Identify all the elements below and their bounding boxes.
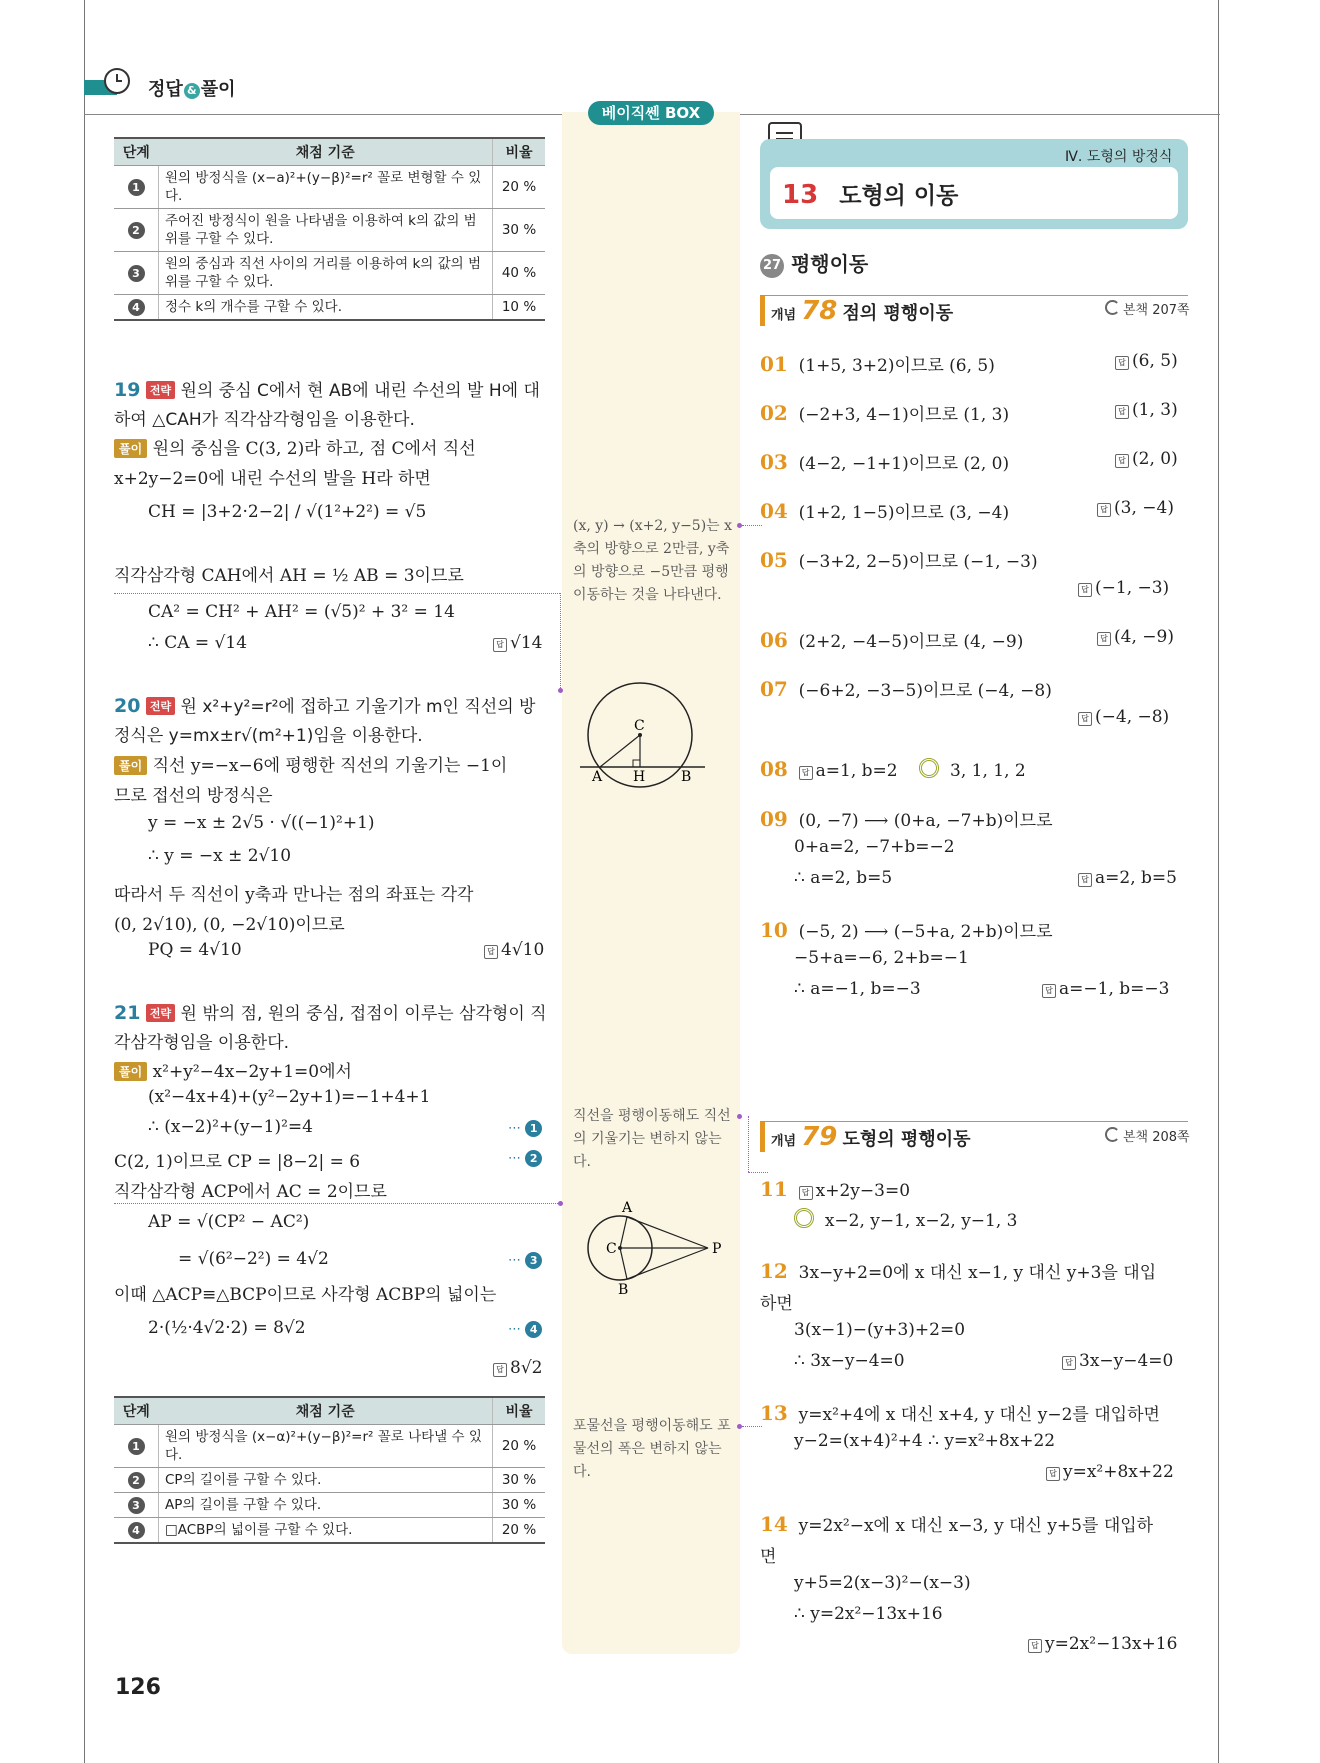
concept-78-heading	[760, 296, 953, 326]
table-row	[114, 166, 545, 209]
q21-line-1	[114, 1057, 352, 1082]
table-row	[114, 1468, 545, 1493]
q21-line-8: 이때 △ACP≡△BCP이므로 사각형 ACBP의 넓이는	[114, 1285, 497, 1305]
answer-icon: 답	[1097, 632, 1111, 646]
label-h: H	[633, 769, 646, 785]
q21-line-7: = √(6²−2²) = 4√2	[178, 1249, 329, 1269]
criterion-cell: □ACBP의 넓이를 구할 수 있다.	[159, 1518, 493, 1544]
criterion-cell: AP의 길이를 구할 수 있다.	[159, 1493, 493, 1518]
answer-10-l2: −5+a=−6, 2+b=−1	[794, 948, 969, 968]
label-p: P	[712, 1241, 722, 1257]
q19-answer	[493, 633, 542, 653]
q20-answer	[484, 940, 544, 960]
ratio-cell: 40 %	[493, 252, 546, 295]
answer-07-final: 답 (−4, −8)	[1078, 707, 1169, 727]
answer-14-l2: 면	[760, 1547, 777, 1567]
answer-icon: 답	[799, 766, 813, 780]
answer-14-l4: ∴ y=2x²−13x+16	[794, 1604, 943, 1624]
connector-line	[742, 525, 762, 526]
criterion-cell: 정수 k의 개수를 구할 수 있다.	[159, 295, 493, 321]
answer-12-l3: 3(x−1)−(y+3)+2=0	[794, 1320, 966, 1340]
connector-line	[560, 593, 561, 690]
step-mark-4: ⋯ 4	[508, 1321, 542, 1338]
col-ratio: 비율	[493, 138, 546, 166]
q21-line-2: (x²−4x+4)+(y²−2y+1)=−1+4+1	[148, 1087, 431, 1107]
col-criterion: 채점 기준	[159, 138, 493, 166]
ratio-cell: 30 %	[493, 1468, 546, 1493]
concept-title: 점의 평행이동	[842, 303, 954, 324]
step-number: 4	[128, 299, 145, 316]
answer-12-l1: 12 3x−y+2=0에 x 대신 x−1, y 대신 y+3을 대입	[760, 1259, 1157, 1283]
concept-79-ref: 본책 208쪽	[1105, 1126, 1190, 1145]
answer-03-final: 답 (2, 0)	[1115, 449, 1178, 469]
target-icon	[794, 1208, 814, 1228]
answer-icon: 답	[1115, 405, 1129, 419]
q21-answer	[493, 1358, 542, 1378]
answer-04-final: 답 (3, −4)	[1097, 498, 1174, 518]
topic-number: 27	[760, 254, 784, 278]
box-tag: 베이직쎈 BOX	[588, 101, 714, 125]
answer-02-final: 답 (1, 3)	[1115, 400, 1178, 420]
answer-01: 01 (1+5, 3+2)이므로 (6, 5)	[760, 352, 995, 376]
q20-strategy	[114, 692, 535, 717]
step-number: 3	[128, 265, 145, 282]
answer-12-final: 답 3x−y−4=0	[1062, 1351, 1173, 1371]
answer-10-final: 답 a=−1, b=−3	[1042, 979, 1169, 999]
answer-icon: 답	[1042, 984, 1056, 998]
answer-06-final: 답 (4, −9)	[1097, 627, 1174, 647]
topic-heading	[760, 248, 868, 278]
q20-strategy-1: 원 x²+y²=r²에 접하고 기울기가 m인 직선의 방	[180, 697, 536, 717]
answer-14-final: 답 y=2x²−13x+16	[1028, 1634, 1177, 1654]
answer-06: 06 (2+2, −4−5)이므로 (4, −9)	[760, 628, 1024, 652]
chapter-number: 13	[782, 180, 819, 210]
connector-line	[114, 593, 560, 594]
table-row	[114, 1493, 545, 1518]
q21-strategy	[114, 999, 547, 1024]
q19-strategy	[114, 376, 540, 401]
q19-line-1	[114, 434, 476, 459]
topic-title: 평행이동	[790, 252, 869, 276]
answer-07: 07 (−6+2, −3−5)이므로 (−4, −8)	[760, 677, 1052, 701]
answer-13-final: 답 y=x²+8x+22	[1046, 1462, 1174, 1482]
q20-line-1	[114, 751, 507, 776]
answer-icon: 답	[1097, 503, 1111, 517]
q21-l1: x²+y²−4x−2y+1=0에서	[152, 1062, 352, 1082]
answer-icon: 답	[1078, 583, 1092, 597]
figure-tangent	[570, 1196, 730, 1296]
step-number: 4	[128, 1522, 145, 1539]
side-note-3: 포물선을 평행이동해도 포물선의 폭은 변하지 않는다.	[573, 1418, 731, 1480]
chapter-title	[782, 177, 958, 210]
answer-icon: 답	[493, 638, 507, 652]
criterion-cell: CP의 길이를 구할 수 있다.	[159, 1468, 493, 1493]
chapter-name: 도형의 이동	[839, 183, 959, 209]
concept-78-ref: 본책 207쪽	[1105, 299, 1190, 318]
target-icon	[919, 758, 939, 778]
q20-line-6: (0, 2√10), (0, −2√10)이므로	[114, 915, 345, 935]
brand-right: 풀이	[200, 79, 236, 100]
answer-03: 03 (4−2, −1+1)이므로 (2, 0)	[760, 450, 1010, 474]
answer-14-l3: y+5=2(x−3)²−(x−3)	[794, 1573, 971, 1593]
col-step: 단계	[114, 1397, 159, 1425]
answer-value: 4√10	[501, 940, 545, 960]
q19-line-5: CA² = CH² + AH² = (√5)² + 3² = 14	[148, 602, 455, 622]
answer-10-l1: 10 (−5, 2) ⟶ (−5+a, 2+b)이므로	[760, 918, 1053, 942]
q21-strategy-2: 각삼각형임을 이용한다.	[114, 1033, 290, 1053]
criterion-cell: 원의 방정식을 (x−a)²+(y−β)²=r² 꼴로 변형할 수 있다.	[159, 166, 493, 209]
ratio-cell: 20 %	[493, 1518, 546, 1544]
concept-79-heading	[760, 1122, 970, 1152]
answer-09-final: 답 a=2, b=5	[1078, 868, 1177, 888]
right-margin-line	[1218, 0, 1219, 1763]
connector-line	[748, 1116, 749, 1172]
side-note-2: 직선을 평행이동해도 직선의 기울기는 변하지 않는다.	[573, 1108, 731, 1170]
answer-icon: 답	[1062, 1356, 1076, 1370]
answer-04: 04 (1+2, 1−5)이므로 (3, −4)	[760, 499, 1010, 523]
step-mark-2: ⋯ 2	[508, 1150, 542, 1167]
brand-left: 정답	[148, 79, 183, 100]
answer-05-final: 답 (−1, −3)	[1078, 578, 1169, 598]
q21-line-5: 직각삼각형 ACP에서 AC = 2이므로	[114, 1182, 387, 1202]
connector-line	[114, 1203, 560, 1204]
label-b: B	[681, 769, 692, 785]
label-c: C	[606, 1241, 617, 1257]
table-row	[114, 252, 545, 295]
connector-line	[748, 1172, 768, 1173]
answer-value: 8√2	[510, 1358, 543, 1378]
clock-icon	[104, 68, 130, 94]
col-ratio: 비율	[493, 1397, 546, 1425]
q20-l1: 직선 y=−x−6에 평행한 직선의 기울기는 −1이	[152, 756, 508, 776]
label-c: C	[634, 718, 645, 734]
q20-line-7: PQ = 4√10	[148, 940, 242, 960]
answer-08: 08 답 a=1, b=2 3, 1, 1, 2	[760, 757, 1026, 781]
strategy-tag: 전략	[146, 1004, 175, 1022]
q19-line-6: ∴ CA = √14	[148, 633, 248, 653]
q20-line-4: ∴ y = −x ± 2√10	[148, 846, 292, 866]
answer-12-l4: ∴ 3x−y−4=0	[794, 1351, 905, 1371]
q19-strategy-1: 원의 중심 C에서 현 AB에 내린 수선의 발 H에 대	[180, 381, 540, 401]
q19-line-4: 직각삼각형 CAH에서 AH = ½ AB = 3이므로	[114, 566, 464, 586]
table-row	[114, 209, 545, 252]
q21-line-3: ∴ (x−2)²+(y−1)²=4	[148, 1117, 313, 1137]
answer-icon: 답	[493, 1363, 507, 1377]
step-number: 2	[128, 1472, 145, 1489]
answer-icon: 답	[1115, 356, 1129, 370]
chapter-section: Ⅳ. 도형의 방정식	[1065, 149, 1173, 165]
q21-line-6: AP = √(CP² − AC²)	[148, 1212, 310, 1232]
connector-line	[742, 1426, 762, 1427]
table-row	[114, 295, 545, 321]
concept-number: 79	[801, 1122, 838, 1152]
answer-12-l2: 하면	[760, 1294, 793, 1314]
q21-line-4: C(2, 1)이므로 CP = |8−2| = 6	[114, 1152, 361, 1172]
answer-icon: 답	[1115, 454, 1129, 468]
q19-strategy-2: 하여 △CAH가 직각삼각형임을 이용한다.	[114, 410, 415, 430]
concept-number: 78	[801, 296, 838, 326]
answer-icon: 답	[484, 945, 498, 959]
q19-l1: 원의 중심을 C(3, 2)라 하고, 점 C에서 직선	[152, 439, 476, 459]
refresh-icon	[1105, 1127, 1120, 1142]
concept-title: 도형의 평행이동	[842, 1129, 971, 1150]
criterion-cell: 원의 중심과 직선 사이의 거리를 이용하여 k의 값의 범위를 구할 수 있다.	[159, 252, 493, 295]
q20-number: 20	[114, 695, 141, 717]
solution-tag: 풀이	[114, 756, 147, 775]
table-row	[114, 1518, 545, 1544]
q20-line-5: 따라서 두 직선이 y축과 만나는 점의 좌표는 각각	[114, 885, 474, 905]
q20-line-2: 므로 접선의 방정식은	[114, 786, 273, 806]
answer-11-extra: x−2, y−1, x−2, y−1, 3	[794, 1208, 1017, 1231]
q21-strategy-1: 원 밖의 점, 원의 중심, 접점이 이루는 삼각형이 직	[180, 1004, 547, 1024]
answer-05: 05 (−3+2, 2−5)이므로 (−1, −3)	[760, 548, 1038, 572]
criterion-cell: 주어진 방정식이 원을 나타냄을 이용하여 k의 값의 범위를 구할 수 있다.	[159, 209, 493, 252]
answer-14-l1: 14 y=2x²−x에 x 대신 x−3, y 대신 y+5를 대입하	[760, 1512, 1154, 1536]
answer-11: 11 답 x+2y−3=0	[760, 1177, 911, 1201]
criterion-cell: 원의 방정식을 (x−α)²+(y−β)²=r² 꼴로 나타낼 수 있다.	[159, 1425, 493, 1468]
ratio-cell: 10 %	[493, 295, 546, 321]
answer-13-l2: y−2=(x+4)²+4 ∴ y=x²+8x+22	[794, 1431, 1056, 1451]
answer-09-l1: 09 (0, −7) ⟶ (0+a, −7+b)이므로	[760, 807, 1053, 831]
answer-icon: 답	[1028, 1639, 1042, 1653]
concept-label: 개념	[771, 308, 797, 323]
label-a: A	[592, 769, 603, 785]
q19-line-3: CH = |3+2·2−2| / √(1²+2²) = √5	[148, 502, 427, 522]
concept-label: 개념	[771, 1134, 797, 1149]
solution-tag: 풀이	[114, 439, 147, 458]
step-number: 1	[128, 1438, 145, 1455]
col-criterion: 채점 기준	[159, 1397, 493, 1425]
answer-09-l3: ∴ a=2, b=5	[794, 868, 893, 888]
answer-icon: 답	[1046, 1467, 1060, 1481]
label-b: B	[618, 1282, 629, 1296]
answer-icon: 답	[1078, 873, 1092, 887]
answer-10-l3: ∴ a=−1, b=−3	[794, 979, 921, 999]
q21-number: 21	[114, 1002, 141, 1024]
q19-number: 19	[114, 379, 141, 401]
answer-09-l2: 0+a=2, −7+b=−2	[794, 837, 955, 857]
q19-line-2: x+2y−2=0에 내린 수선의 발을 H라 하면	[114, 469, 431, 489]
answer-13-l1: 13 y=x²+4에 x 대신 x+4, y 대신 y−2를 대입하면	[760, 1401, 1160, 1425]
answer-value: √14	[510, 633, 543, 653]
step-number: 3	[128, 1497, 145, 1514]
figure-chord	[580, 680, 710, 790]
ratio-cell: 30 %	[493, 1493, 546, 1518]
ratio-cell: 30 %	[493, 209, 546, 252]
answer-icon: 답	[799, 1186, 813, 1200]
q21-line-9: 2·(½·4√2·2) = 8√2	[148, 1318, 306, 1338]
side-note-1: (x, y) → (x+2, y−5)는 x축의 방향으로 2만큼, y축의 방향으로 −5만큼 평행이동하는 것을 나타낸다.	[573, 518, 733, 603]
connector-dot	[737, 1114, 742, 1119]
step-number: 2	[128, 222, 145, 239]
connector-dot	[558, 688, 563, 693]
strategy-tag: 전략	[146, 381, 175, 399]
q20-strategy-2: 정식은 y=mx±r√(m²+1)임을 이용한다.	[114, 726, 423, 746]
strategy-tag: 전략	[146, 697, 175, 715]
answer-icon: 답	[1078, 712, 1092, 726]
step-mark-1: ⋯ 1	[508, 1120, 542, 1137]
left-margin-line	[84, 0, 85, 1763]
score-table-2	[114, 1396, 545, 1544]
score-table-1	[114, 137, 545, 321]
refresh-icon	[1105, 300, 1120, 315]
ratio-cell: 20 %	[493, 1425, 546, 1468]
answer-02: 02 (−2+3, 4−1)이므로 (1, 3)	[760, 401, 1010, 425]
connector-dot	[558, 1201, 563, 1206]
table-row	[114, 1425, 545, 1468]
answer-01-final: 답 (6, 5)	[1115, 351, 1178, 371]
q20-line-3: y = −x ± 2√5 · √((−1)²+1)	[148, 813, 375, 833]
brand-amp: &	[184, 83, 200, 99]
step-number: 1	[128, 179, 145, 196]
ratio-cell: 20 %	[493, 166, 546, 209]
step-mark-3: ⋯ 3	[508, 1252, 542, 1269]
solution-tag: 풀이	[114, 1062, 147, 1081]
section-brand	[148, 75, 236, 101]
label-a: A	[622, 1200, 633, 1216]
col-step: 단계	[114, 138, 159, 166]
page-number: 126	[115, 1675, 161, 1700]
